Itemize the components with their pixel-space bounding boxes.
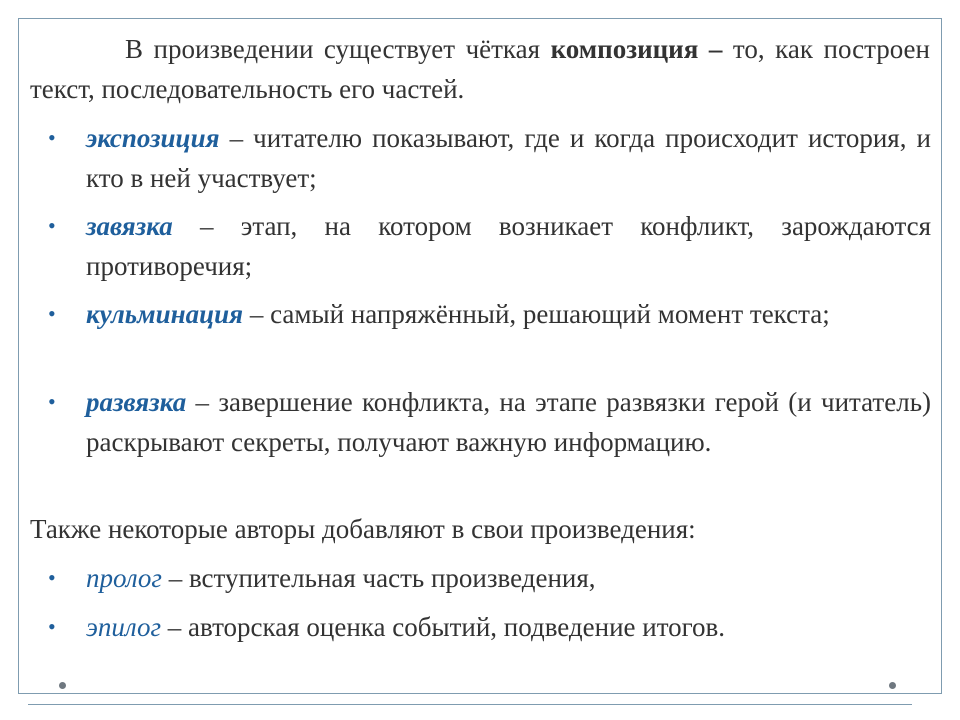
bullet-icon: • (48, 301, 56, 326)
bullet-icon: • (48, 614, 56, 639)
bullet-icon: • (48, 565, 56, 590)
definition-climax: – самый напряжённый, решающий момент текста; (243, 299, 830, 329)
footer-divider (28, 704, 912, 705)
intro-dash: – (698, 34, 733, 64)
term-climax: кульминация (86, 299, 244, 329)
definition-plot-start: – этап, на котором возникает конфликт, зарождаются противоречия; (86, 211, 931, 281)
intro-text-after: то, как построен текст, последовательность его частей. (30, 34, 930, 104)
definition-denouement: – завершение конфликта, на этапе развязки герой (и читатель) раскрывают секреты, получают важную информацию. (86, 387, 931, 457)
left-decorative-dot (59, 682, 66, 689)
list-item-climax (48, 294, 931, 334)
bullet-icon: • (48, 125, 56, 150)
list-item-denouement (48, 382, 931, 462)
list-item-epilogue (48, 607, 931, 647)
term-plot-start: завязка (86, 211, 173, 241)
intro-text-before: В произведении существует чёткая (125, 34, 551, 64)
term-exposition: экспозиция (86, 123, 220, 153)
definition-prologue: – вступительная часть произведения, (161, 563, 596, 593)
term-denouement: развязка (86, 387, 187, 417)
also-paragraph: Также некоторые авторы добавляют в свои произведения: (30, 514, 696, 544)
definition-exposition: – читателю показывают, где и когда происходит история, и кто в ней участвует; (86, 123, 931, 193)
bullet-icon: • (48, 389, 56, 414)
intro-paragraph (30, 29, 930, 109)
list-item-plot-start (48, 206, 931, 286)
intro-keyword: композиция (550, 34, 699, 64)
term-epilogue: эпилог (86, 612, 162, 642)
right-decorative-dot (889, 682, 896, 689)
list-item-prologue (48, 558, 931, 598)
list-item-exposition (48, 118, 931, 198)
definition-epilogue: – авторская оценка событий, подведение итогов. (161, 612, 726, 642)
bullet-icon: • (48, 213, 56, 238)
term-prologue: пролог (86, 563, 162, 593)
